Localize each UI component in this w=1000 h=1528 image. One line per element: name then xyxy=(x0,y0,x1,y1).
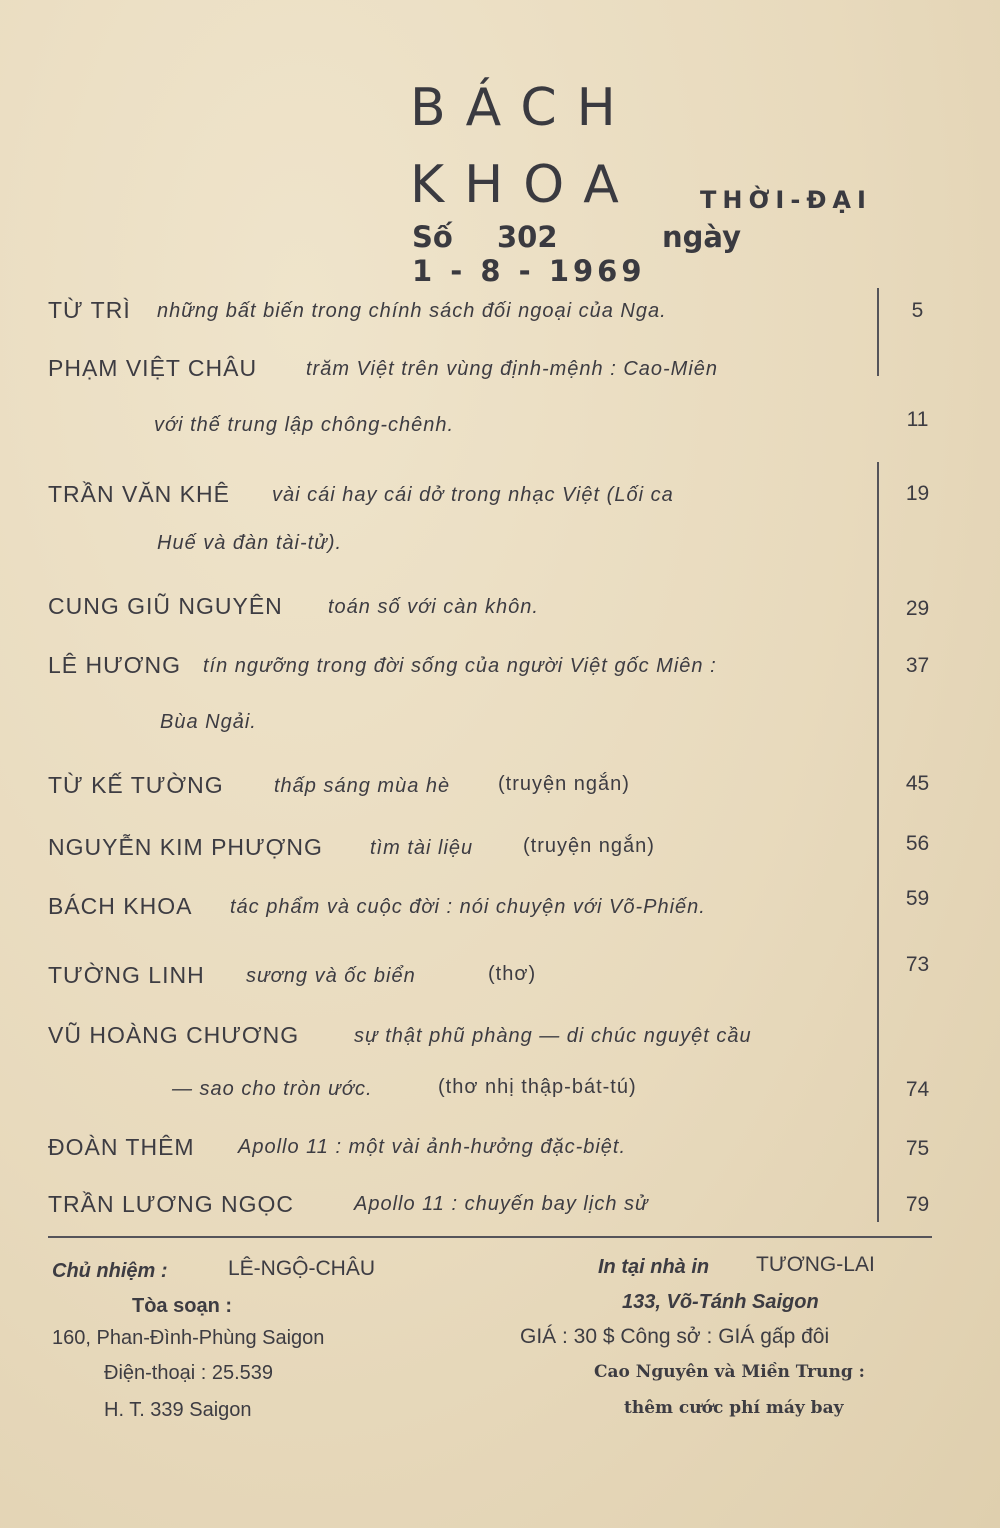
office-address: 160, Phan-Đình-Phùng Saigon xyxy=(52,1327,325,1349)
toc-page-number: 73 xyxy=(905,953,930,976)
toc-title-continued: với thế trung lập chông-chênh. xyxy=(154,414,455,436)
toc-author: TỪ TRÌ xyxy=(48,297,131,323)
toc-author: TƯỜNG LINH xyxy=(48,962,205,988)
toc-title: thấp sáng mùa hè xyxy=(274,775,451,797)
office-label: Tòa soạn : xyxy=(132,1295,233,1317)
toc-title: những bất biến trong chính sách đối ngoại của Nga. xyxy=(157,300,667,322)
issue-number: 302 xyxy=(497,220,558,254)
toc-page-number: 37 xyxy=(905,654,930,677)
toc-title: toán số với càn khôn. xyxy=(328,596,539,618)
toc-title: vài cái hay cái dở trong nhạc Việt (Lối ca xyxy=(272,484,674,506)
price-line: GIÁ : 30 $ Công sở : GIÁ gấp đôi xyxy=(520,1325,830,1348)
price-note-1: Cao Nguyên và Miền Trung : xyxy=(594,1362,865,1382)
toc-page-number: 79 xyxy=(905,1193,930,1216)
toc-title-continued: Bùa Ngải. xyxy=(160,711,257,733)
toc-page-number: 11 xyxy=(906,408,929,431)
toc-author: PHẠM VIỆT CHÂU xyxy=(48,355,258,381)
issue-date: 1 - 8 - 1969 xyxy=(412,254,646,288)
toc-author: TRẦN LƯƠNG NGỌC xyxy=(48,1191,295,1217)
toc-title: tìm tài liệu xyxy=(370,837,474,859)
toc-genre-note: (thơ) xyxy=(488,963,537,985)
toc-author: BÁCH KHOA xyxy=(48,893,193,919)
toc-author: ĐOÀN THÊM xyxy=(48,1134,195,1160)
toc-genre-note: (thơ nhị thập-bát-tú) xyxy=(438,1076,637,1098)
toc-author: CUNG GIŨ NGUYÊN xyxy=(48,593,283,619)
toc-title: sự thật phũ phàng — di chúc nguyệt cầu xyxy=(354,1025,752,1047)
director-name: LÊ-NGỘ-CHÂU xyxy=(228,1257,376,1280)
toc-title-continued: — sao cho tròn ước. xyxy=(172,1078,373,1100)
toc-page-number: 74 xyxy=(905,1078,930,1101)
toc-genre-note: (truyện ngắn) xyxy=(498,773,630,795)
printer-address: 133, Võ-Tánh Saigon xyxy=(622,1291,819,1313)
po-box: H. T. 339 Saigon xyxy=(104,1399,252,1421)
phone-number: Điện-thoại : 25.539 xyxy=(104,1362,274,1384)
toc-page-number: 75 xyxy=(905,1137,930,1160)
toc-author: TỪ KẾ TƯỜNG xyxy=(48,772,224,798)
toc-title: Apollo 11 : một vài ảnh-hưởng đặc-biệt. xyxy=(238,1136,627,1158)
toc-title: sương và ốc biển xyxy=(246,965,416,987)
toc-page-number: 59 xyxy=(905,887,930,910)
price-note-2: thêm cước phí máy bay xyxy=(624,1398,844,1418)
printer-name: TƯƠNG-LAI xyxy=(756,1253,875,1276)
toc-page-number: 56 xyxy=(905,832,930,855)
issue-label: Số xyxy=(412,220,453,254)
toc-title: tác phẩm và cuộc đời : nói chuyện với Võ-Phiến. xyxy=(230,896,706,918)
toc-page-number: 19 xyxy=(905,482,930,505)
page-column-divider xyxy=(877,462,879,1222)
page-column-divider-top xyxy=(877,288,879,376)
date-label: ngày xyxy=(662,220,741,254)
printer-label: In tại nhà in xyxy=(598,1256,710,1278)
toc-author: LÊ HƯƠNG xyxy=(48,652,181,678)
toc-title: trăm Việt trên vùng định-mệnh : Cao-Miên xyxy=(306,358,719,380)
director-label: Chủ nhiệm : xyxy=(52,1260,168,1282)
footer-divider xyxy=(48,1236,932,1238)
toc-title: tín ngưỡng trong đời sống của người Việt gốc Miên : xyxy=(203,655,717,677)
toc-author: NGUYỄN KIM PHƯỢNG xyxy=(48,834,323,860)
toc-title: Apollo 11 : chuyến bay lịch sử xyxy=(354,1193,649,1215)
toc-author: VŨ HOÀNG CHƯƠNG xyxy=(48,1022,300,1048)
toc-page-number: 5 xyxy=(911,299,924,322)
toc-page-number: 29 xyxy=(905,597,930,620)
masthead-subtitle: THỜI-ĐẠI xyxy=(700,186,872,214)
toc-author: TRẦN VĂN KHÊ xyxy=(48,481,230,507)
toc-title-continued: Huế và đàn tài-tử). xyxy=(157,532,343,554)
toc-genre-note: (truyện ngắn) xyxy=(523,835,655,857)
issue-line xyxy=(412,220,1000,288)
toc-page-number: 45 xyxy=(905,772,930,795)
masthead-title-line1: BÁCH xyxy=(410,78,636,138)
masthead-title-line2: KHOA xyxy=(410,155,639,215)
